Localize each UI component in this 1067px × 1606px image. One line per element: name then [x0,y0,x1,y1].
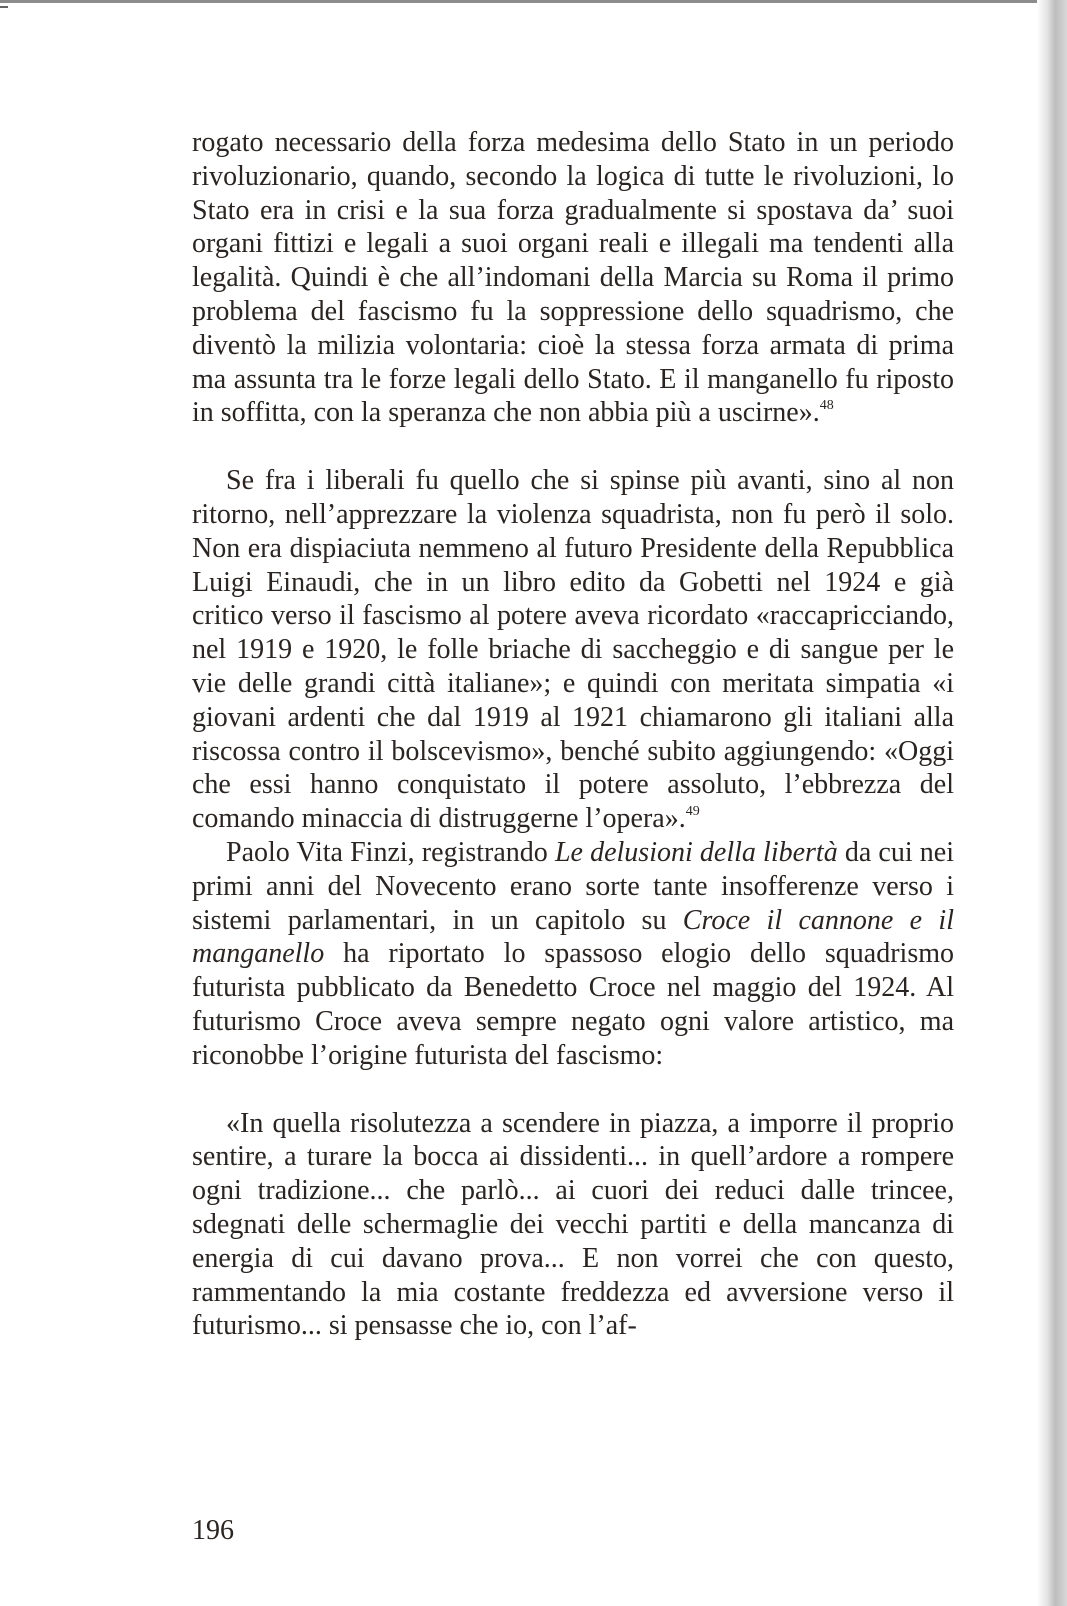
quote-block-continuation [192,126,954,430]
paragraph-two-part-3: ha riportato lo spassoso elogio dello squadrismo futurista pubblicato da Benedetto Croce nel maggio del 1924. Al futurismo Croce aveva sempre negato ogni valore artistico, ma riconobbe l’origine futurista del fascismo: [192,938,954,1071]
page-number: 196 [192,1515,234,1546]
top-edge-rule [0,0,1067,3]
page-body [192,126,954,1343]
paragraph-one-text: Se fra i liberali fu quello che si spinse più avanti, sino al non ritorno, nell’apprezzare la violenza squadrista, non fu però il solo. Non era dispiaciuta nemmeno al futuro Presidente della Repubblica Luigi Einaudi, che in un libro edito da Gobetti nel 1924 e già critico verso il fascismo al potere aveva ricordato «raccapricciando, nel 1919 e 1920, le folle briache di saccheggio e di sangue per le vie delle grandi città italiane»; e quindi con meritata simpatia «i giovani ardenti che dal 1919 al 1921 chiamarono gli italiani alla riscossa contro il bolscevismo», benché subito aggiungendo: «Oggi che essi hanno conquistato il potere assoluto, l’ebbrezza del comando minaccia di distruggerne l’opera». [192,465,954,835]
paragraph-vita-finzi [192,836,954,1073]
quote-block-croce [192,1107,954,1344]
block-spacer [192,1073,954,1107]
footnote-ref-48: 48 [819,398,834,414]
block-spacer [192,430,954,464]
quote-one-text: rogato necessario della forza medesima dello Stato in un periodo rivoluzionario, quando, secondo la logica di tutte le rivoluzioni, lo Stato era in crisi e la sua forza gradualmente si spostava da’ suoi organi fittizi e legali a suoi organi reali e illegali ma tendenti alla legalità. Quindi è che all’indomani della Marcia su Roma il primo problema del fascismo fu la soppressione dello squadrismo, che diventò la milizia volontaria: cioè la stessa forza armata di prima ma assunta tra le forze legali dello Stato. E il manganello fu riposto in soffitta, con la speranza che non abbia più a uscirne». [192,127,954,429]
quote-two-text: «In quella risolutezza a scendere in piazza, a imporre il proprio sentire, a turare la bocca ai dissidenti... in quell’ardore a rompere ogni tradizione... che parlò... ai cuori dei reduci dalle trincee, sdegnati delle schermaglie dei vecchi partiti e della mancanza di energia di cui davano prova... E non vorrei che con questo, rammentando la mia costante freddezza ed avversione verso il futurismo... si pensasse che io, con l’af- [192,1107,954,1342]
chapter-title-croce: Croce il cannone e il manganello [192,904,954,970]
book-title-delusioni: Le delusioni della libertà [554,836,838,868]
footnote-ref-49: 49 [685,804,700,820]
paragraph-einaudi [192,464,954,836]
paragraph-two-part-1: Paolo Vita Finzi, registrando [226,836,555,868]
page-binding-shadow [1037,0,1067,1606]
paragraph-two-part-2: da cui nei primi anni del Novecento erano sorte tante insofferenze verso i sistemi parlamentari, in un capitolo su [192,836,954,936]
top-left-mark [0,6,8,8]
